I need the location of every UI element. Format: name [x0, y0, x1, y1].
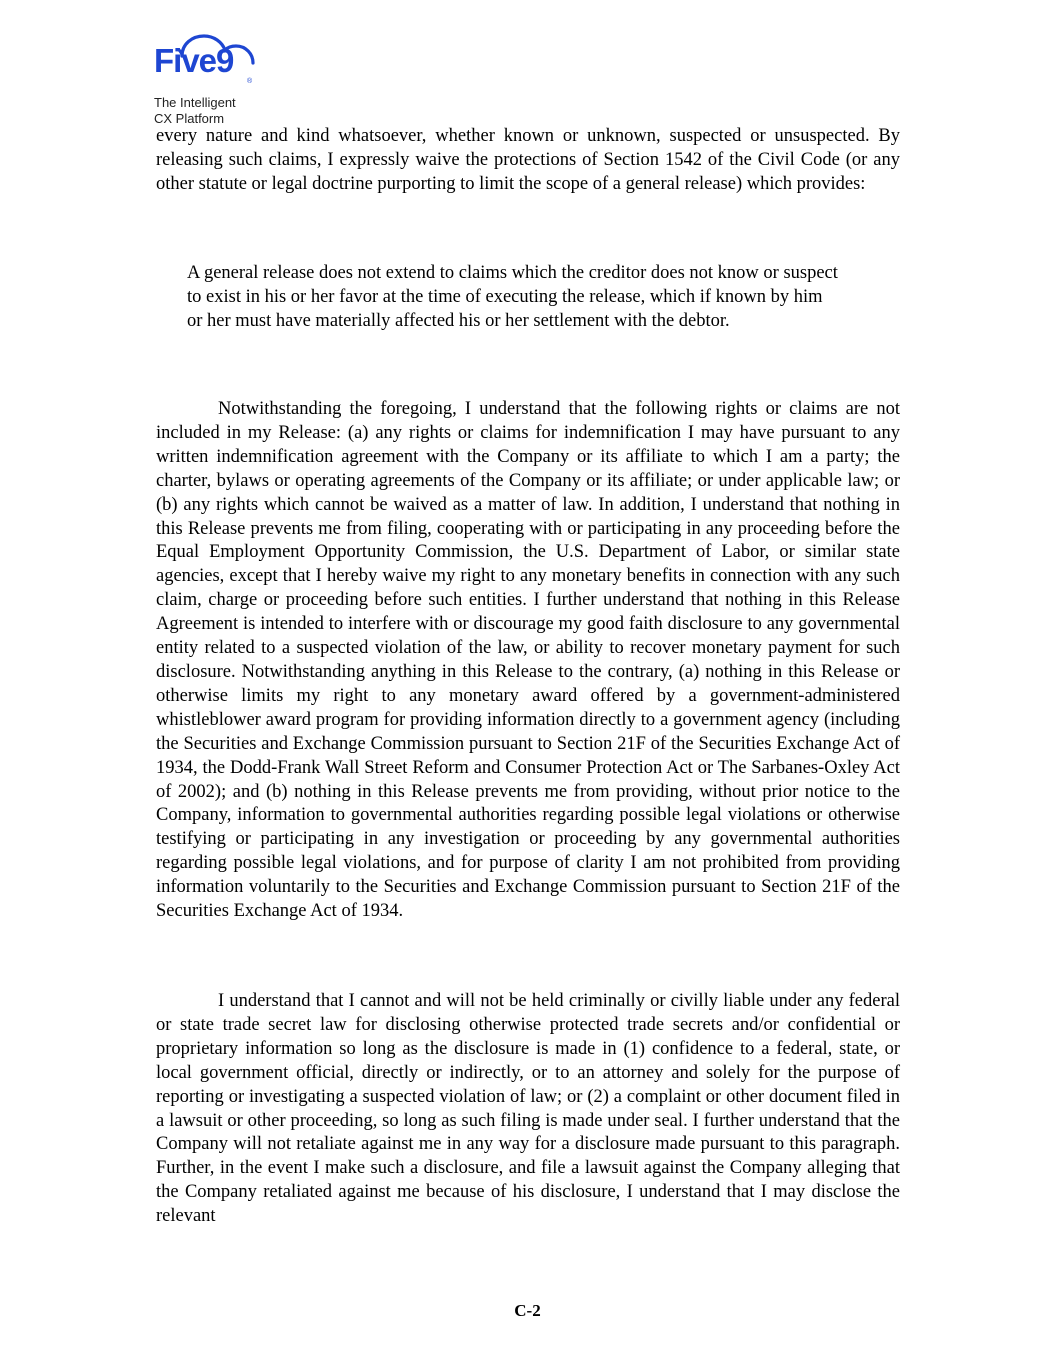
tagline-line-1: The Intelligent: [154, 95, 236, 110]
logo-wordmark: Five9: [154, 42, 234, 79]
logo-tagline: [154, 95, 236, 127]
block-quote: A general release does not extend to claims which the creditor does not know or suspect to exist in his or her favor at the time of executing the release, which if known by him or her must have materially affected his or her settlement with the debtor.: [187, 263, 838, 331]
company-logo: [152, 30, 272, 130]
paragraph-notwithstanding: Notwithstanding the foregoing, I understand that the following rights or claims are not included in my Release: (a) any rights or claims for indemnification I may have pursuant to any written indemnification agreement with the Company or its affiliate to which I am a party; the charter, bylaws or operating agreements of the Company or its affiliate; or under applicable law; or (b) any rights which cannot be waived as a matter of law. In addition, I understand that nothing in this Release prevents me from filing, cooperating with or participating in any proceeding before the Equal Employment Opportunity Commission, the U.S. Department of Labor, or similar state agencies, except that I hereby waive my right to any monetary benefits in connection with any such claim, charge or proceeding before such entities. I further understand that nothing in this Release Agreement is intended to interfere with or discourage my good faith disclosure to any governmental entity related to a suspected violation of the law, or ability to recover monetary payment for such disclosure. Notwithstanding anything in this Release to the contrary, (a) nothing in this Release or otherwise limits my right to any monetary award offered by a government-administered whistleblower award program for providing information directly to a government agency (including the Securities and Exchange Commission pursuant to Section 21F of the Securities Exchange Act of 1934, the Dodd-Frank Wall Street Reform and Consumer Protection Act or The Sarbanes-Oxley Act of 2002); and (b) nothing in this Release prevents me from providing, without prior notice to the Company, information to governmental authorities regarding possible legal violations or otherwise testifying or participating in any investigation or proceeding by any governmental authorities regarding possible legal violations, and for purpose of clarity I am not prohibited from providing information voluntarily to the Securities and Exchange Commission pursuant to Section 21F of the Securities Exchange Act of 1934.: [156, 399, 900, 922]
paragraph-trade-secret: I understand that I cannot and will not be held criminally or civilly liable under any federal or state trade secret law for disclosing otherwise protected trade secrets and/or confidential or proprietary information so long as the disclosure is made in (1) confidence to a federal, state, or local government official, directly or indirectly, or to an attorney and solely for the purpose of reporting or investigating a suspected violation of law; or (2) a complaint or other document filed in a lawsuit or other proceeding, so long as such filing is made under seal. I further understand that the Company will not retaliate against me in any way for a disclosure made pursuant to this paragraph. Further, in the event I make such a disclosure, and file a lawsuit against the Company alleging that the Company retaliated against me because of his disclosure, I understand that I may disclose the relevant: [156, 991, 900, 1227]
page-number: C-2: [514, 1301, 541, 1320]
registered-mark: ®: [247, 78, 253, 85]
tagline-line-2: CX Platform: [154, 111, 225, 126]
paragraph-continued: every nature and kind whatsoever, whether known or unknown, suspected or unsuspected. By releasing such claims, I expressly waive the protections of Section 1542 of the Civil Code (or any other statute or legal doctrine purporting to limit the scope of a general release) which provides:: [156, 126, 900, 194]
